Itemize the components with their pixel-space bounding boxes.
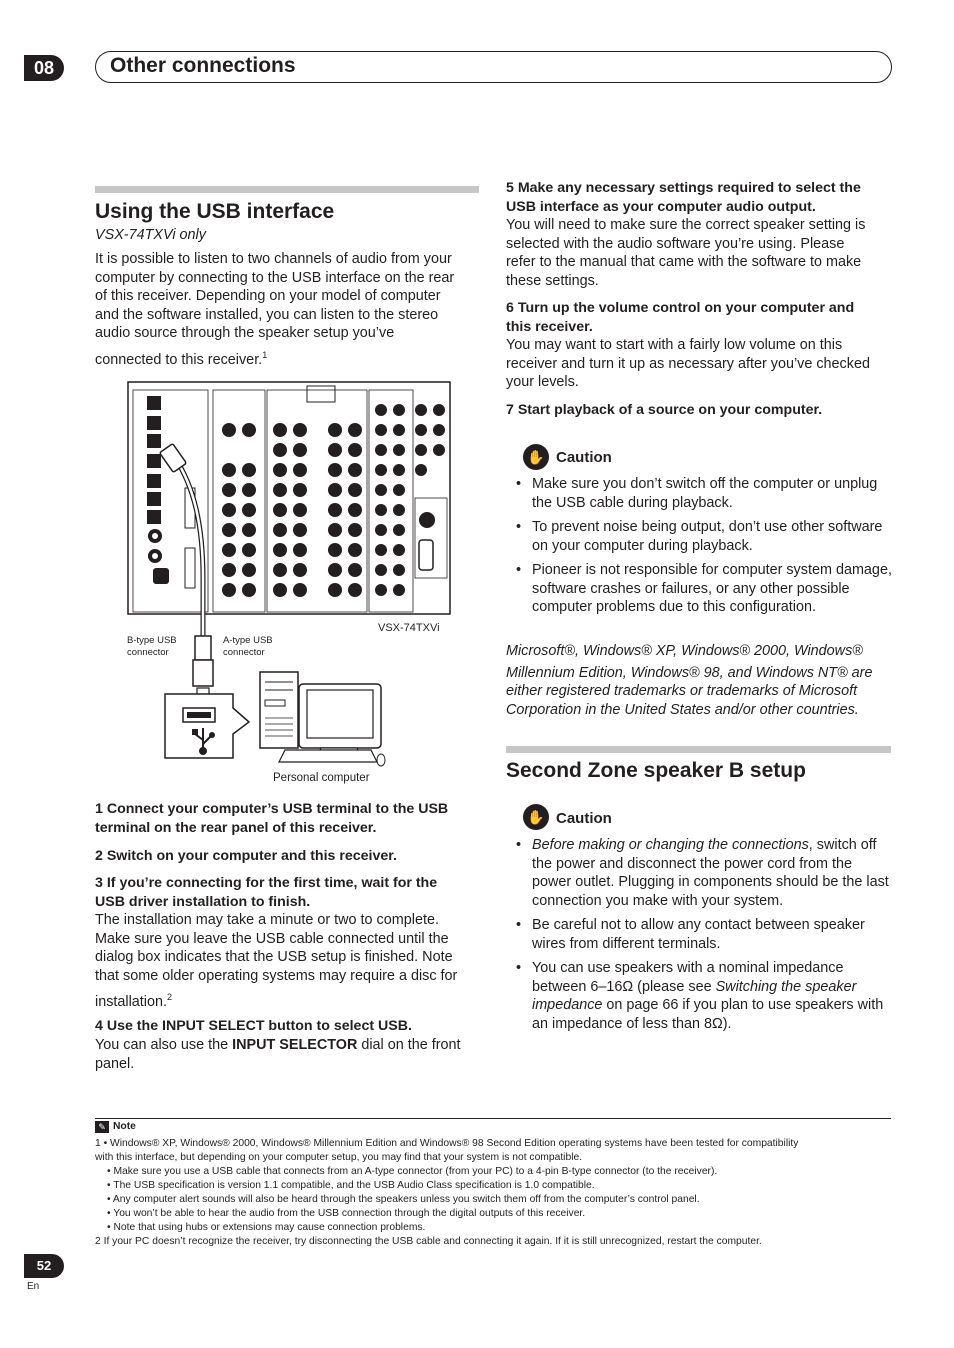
usb-section-title: Using the USB interface [95, 200, 335, 223]
caution-item: • You can use speakers with a nominal impedance between 6–16Ω (please see Switching the speaker impedance on page 66 if you plan to use speakers with an impedance of less than 8Ω). [506, 959, 892, 1033]
caution-item: • Be careful not to allow any contact between speaker wires from different terminals. [506, 916, 892, 953]
pc-label: Personal computer [273, 772, 370, 784]
hand-icon: ✋ [523, 444, 549, 470]
zone-section-title: Second Zone speaker B setup [506, 759, 806, 782]
model-label: VSX-74TXVi [378, 622, 440, 634]
a-type-label: A-type USB connector [223, 635, 273, 658]
footnote-ref: 1 [262, 349, 268, 360]
usb-intro: It is possible to listen to two channels of audio from your computer by connecting to the USB interface on the rear of this receiver. Depending on your model of computer and the software installed, you can listen to the stereo audio source through the speaker setup you’ve connected to this receiver.$^1$ [95, 251, 455, 368]
caution-item: • Before making or changing the connections, switch off the power and disconnect the power cord from the power outlet. Plugging in components should be the last connection you make with your system. [506, 836, 892, 910]
caution-heading: Caution [556, 449, 612, 466]
note-divider [95, 1118, 891, 1119]
step-5-body: You will need to make sure the correct speaker setting is selected with the audio software you’re using. Please refer to the manual that came with the software to make these settings. [506, 217, 866, 289]
usb-connection-diagram [125, 378, 455, 788]
notes-body: 1 • Windows® XP, Windows® 2000, Windows® Millennium Edition and Windows® 98 Second Edition operating systems have been tested for compatibility with this interface, but depending on your computer setup, you may find that your system is not compatible. • Make sure you use a USB cable that connects from an A-type connector (from your PC) to a 4-pin B-type connector (to the receiver). • The USB specification is version 1.1 compatible, and the USB Audio Class specification is 1.0 compatible. • Any computer alert sounds will also be heard through the speakers unless you switch them off from the computer’s control panel. • You won’t be able to hear the audio from the USB connection through the digital outputs of this receiver. • Note that using hubs or extensions may cause connection problems. 2 If your PC doesn’t recognize the receiver, try disconnecting the USB cable and connecting it again. If it is still unrecognized, restart the computer. [95, 1138, 799, 1247]
step-3-body: The installation may take a minute or two to complete. Make sure you leave the USB cable connected until the dialog box indicates that the USB setup is finished. Note that some older operating systems may require a disc for installation.$^2$ [95, 912, 458, 1010]
step-6-body: You may want to start with a fairly low volume on this receiver and turn it up as necessary after you’ve checked your levels. [506, 337, 870, 390]
caution-item: • To prevent noise being output, don’t use other software on your computer during playback. [506, 518, 892, 555]
caution-item: • Pioneer is not responsible for computer system damage, software crashes or failures, or any other possible computer problems due to this configuration. [506, 561, 892, 617]
hand-icon: ✋ [523, 804, 549, 830]
footnote-ref: 2 [167, 992, 173, 1002]
pencil-icon: ✎ [95, 1121, 109, 1133]
language-label: En [27, 1281, 40, 1292]
section-rule [506, 746, 891, 753]
receiver-rear-panel [128, 382, 450, 614]
step-1: 1 Connect your computer’s USB terminal to the USB terminal on the rear panel of this receiver. [95, 801, 449, 836]
personal-computer [260, 672, 385, 766]
step-6: 6 Turn up the volume control on your computer and this receiver. [506, 300, 855, 335]
page-number: 52 [24, 1254, 64, 1278]
page-title: Other connections [110, 54, 296, 77]
note-label: Note [113, 1121, 136, 1132]
chapter-number: 08 [24, 55, 64, 81]
caution-item: • Make sure you don’t switch off the computer or unplug the USB cable during playback. [506, 475, 892, 512]
step-3: 3 If you’re connecting for the first time, wait for the USB driver installation to finish. [95, 875, 438, 910]
step-4-body: You can also use the INPUT SELECTOR dial on the front panel. [95, 1037, 461, 1072]
step-7: 7 Start playback of a source on your computer. [506, 402, 823, 418]
caution-list [506, 475, 892, 622]
trademark-notice: Microsoft®, Windows® XP, Windows® 2000, Windows® Millennium Edition, Windows® 98, and Windows NT® are either registered trademarks or trademarks of Microsoft Corporation in the United States and/or other countries. [506, 643, 873, 718]
section-rule [95, 186, 479, 193]
step-2: 2 Switch on your computer and this receiver. [95, 848, 397, 864]
step-5: 5 Make any necessary settings required to select the USB interface as your computer audio output. [506, 180, 861, 215]
model-note: VSX-74TXVi only [95, 227, 206, 243]
b-type-label: B-type USB connector [127, 635, 177, 658]
caution-list [506, 836, 892, 1038]
step-4: 4 Use the INPUT SELECT button to select USB. [95, 1018, 412, 1034]
caution-heading: Caution [556, 810, 612, 827]
